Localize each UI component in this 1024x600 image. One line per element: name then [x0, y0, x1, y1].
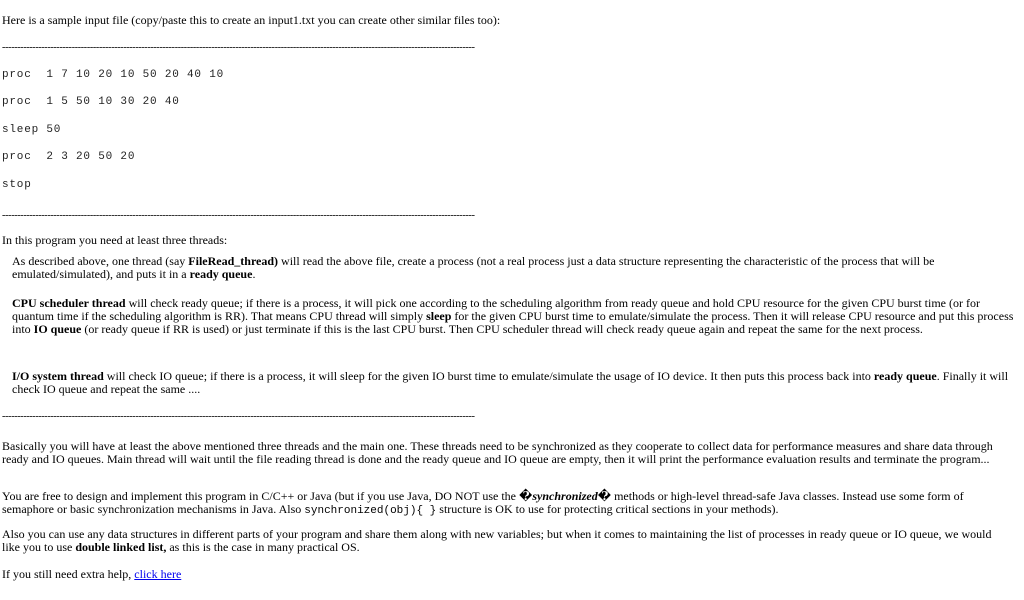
double-linked-list-term: double linked list,: [75, 540, 167, 554]
ready-queue-term: ready queue: [873, 369, 937, 383]
ready-queue-term: ready queue: [189, 267, 253, 281]
cpu-thread-name: CPU scheduler thread: [12, 296, 126, 310]
file-line: proc 1 7 10 20 10 50 20 40 10: [2, 69, 225, 81]
cpu-text: will check ready queue; if there is a process, it will pick one according to the scheduling algorithm from ready queue and hold CPU resource for the given CPU burst time (or for quantum time if the scheduling algorithm is RR). That means CPU thread will simply: [12, 296, 980, 323]
replacement-char: �: [597, 489, 612, 503]
io-queue-term: IO queue: [33, 322, 82, 336]
ds-text: Also you can use any data structures in different parts of your program and share them along with new variables; but when it comes to maintaining the list of processes in ready queue or IO queue, we would like you to use: [2, 527, 992, 554]
synchronized-code: synchronized(obj){ }: [304, 505, 437, 517]
io-text: will check IO queue; if there is a process, it will sleep for the given IO burst time to emulate/simulate the usage of IO device. It then puts this process back into: [103, 369, 874, 383]
io-thread-name: I/O system thread: [12, 369, 104, 383]
divider-2: ------------------------------------------------------------------------------------------------------------------------------------------------------------: [2, 211, 475, 221]
cpu-scheduler-paragraph: [2, 297, 1020, 336]
io-thread-paragraph: [2, 370, 1020, 396]
file-line: proc 1 5 50 10 30 20 40: [2, 96, 180, 108]
cpu-text: for the given CPU burst time to emulate/simulate the process. Then it will release CPU resource and put this process into: [12, 309, 1014, 336]
file-line: stop: [2, 179, 32, 191]
fileread-text: will read the above file, create a process (not a real process just a data structure representing the characteristic of the process that will be emulated/simulated), and puts it in a: [12, 254, 935, 281]
synchronized-term: synchronized: [532, 489, 598, 503]
io-text: . Finally it will check IO queue and repeat the same ....: [12, 369, 1009, 396]
replacement-char: �: [519, 489, 533, 503]
free-text: structure is OK to use for protecting critical sections in your methods).: [436, 502, 779, 516]
implementation-paragraph: [2, 490, 1010, 518]
cpu-text: (or ready queue if RR is used) or just terminate if this is the last CPU burst. Then CPU scheduler thread will check ready queue again and repeat the same for the next process.: [81, 322, 923, 336]
divider-3: ------------------------------------------------------------------------------------------------------------------------------------------------------------: [2, 412, 475, 422]
help-text: If you still need extra help,: [2, 567, 135, 581]
free-text: methods or high-level thread-safe Java classes. Instead use some form of semaphore or basic synchronization mechanisms in Java. Also: [2, 489, 964, 516]
fileread-text: .: [252, 267, 256, 281]
fileread-thread-name: FileRead_thread): [188, 254, 279, 268]
ds-text: as this is the case in many practical OS.: [166, 540, 360, 554]
fileread-thread-paragraph: [2, 255, 1020, 281]
click-here-link[interactable]: click here: [134, 567, 182, 581]
file-line: sleep 50: [2, 124, 62, 136]
sleep-term: sleep: [426, 309, 452, 323]
help-line: [2, 568, 181, 581]
file-line: proc 2 3 20 50 20: [2, 151, 136, 163]
intro-text: Here is a sample input file (copy/paste this to create an input1.txt you can create other similar files too):: [2, 13, 501, 27]
free-text: You are free to design and implement this program in C/C++ or Java (but if you use Java, DO NOT use the: [2, 489, 520, 503]
fileread-text: As described above, one thread (say: [12, 254, 189, 268]
divider-1: ------------------------------------------------------------------------------------------------------------------------------------------------------------: [2, 43, 475, 53]
data-structures-paragraph: [2, 528, 1010, 554]
threads-intro: In this program you need at least three threads:: [2, 233, 228, 247]
basic-paragraph: Basically you will have at least the above mentioned three threads and the main one. These threads need to be synchronized as they cooperate to collect data for performance measures and share data through ready and IO queues. Main thread will wait until the file reading thread is done and the ready queue and IO queue are empty, then it will print the performance evaluation results and terminate the program...: [2, 439, 993, 466]
